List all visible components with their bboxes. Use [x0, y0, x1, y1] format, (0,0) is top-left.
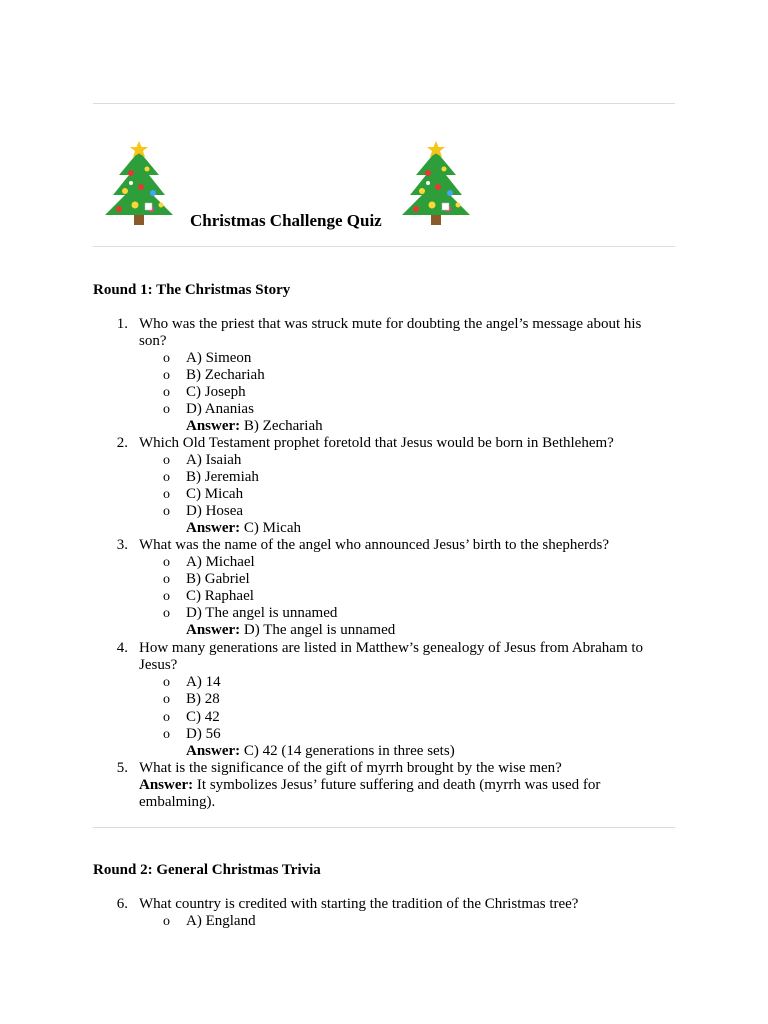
option-bullet: o — [163, 487, 170, 502]
question-text: What is the significance of the gift of myrrh brought by the wise men? — [139, 760, 562, 776]
answer-text: D) The angel is unnamed — [240, 622, 396, 638]
round-heading: Round 2: General Christmas Trivia — [93, 862, 321, 878]
option-text: C) Joseph — [186, 384, 246, 400]
answer-label: Answer: — [186, 622, 241, 638]
option-text: A) Isaiah — [186, 452, 242, 468]
answer-line — [186, 743, 455, 760]
answer-text: It symbolizes Jesus’ future suffering and death (myrrh was used for — [193, 777, 601, 793]
option-bullet: o — [163, 727, 170, 742]
option-bullet: o — [163, 351, 170, 366]
question-text: Jesus? — [139, 657, 178, 673]
question-number: 5. — [116, 760, 128, 776]
option-text: A) Simeon — [186, 350, 252, 366]
option-bullet: o — [163, 368, 170, 383]
option-text: B) 28 — [186, 691, 220, 707]
title-divider — [93, 246, 675, 247]
option-text: D) The angel is unnamed — [186, 605, 338, 621]
option-bullet: o — [163, 402, 170, 417]
answer-line — [139, 777, 600, 794]
round-divider — [93, 827, 675, 828]
question-number: 2. — [116, 435, 128, 451]
option-bullet: o — [163, 504, 170, 519]
question-text: Which Old Testament prophet foretold that Jesus would be born in Bethlehem? — [139, 435, 614, 451]
question-text: What was the name of the angel who announced Jesus’ birth to the shepherds? — [139, 537, 609, 553]
option-text: D) Hosea — [186, 503, 244, 519]
answer-text: embalming). — [139, 794, 216, 810]
option-bullet: o — [163, 692, 170, 707]
answer-label: Answer: — [139, 777, 194, 793]
answer-line — [186, 520, 301, 537]
answer-text: B) Zechariah — [240, 418, 323, 434]
answer-line — [186, 622, 395, 639]
round-heading: Round 1: The Christmas Story — [93, 282, 291, 298]
option-bullet: o — [163, 914, 170, 929]
option-text: A) 14 — [186, 674, 221, 690]
question-text: son? — [139, 333, 167, 349]
option-bullet: o — [163, 589, 170, 604]
option-text: A) Michael — [186, 554, 255, 570]
answer-label: Answer: — [186, 418, 241, 434]
option-bullet: o — [163, 470, 170, 485]
option-text: C) 42 — [186, 709, 220, 725]
answer-label: Answer: — [186, 520, 241, 536]
option-text: D) 56 — [186, 726, 221, 742]
page-title: Christmas Challenge Quiz — [190, 211, 382, 230]
option-text: C) Micah — [186, 486, 244, 502]
question-text: What country is credited with starting the tradition of the Christmas tree? — [139, 896, 579, 912]
option-bullet: o — [163, 572, 170, 587]
christmas-tree-icon — [398, 139, 474, 229]
option-text: A) England — [186, 913, 256, 929]
option-text: C) Raphael — [186, 588, 254, 604]
answer-text: C) 42 (14 generations in three sets) — [240, 743, 455, 759]
option-bullet: o — [163, 710, 170, 725]
option-bullet: o — [163, 675, 170, 690]
answer-text: C) Micah — [240, 520, 301, 536]
option-bullet: o — [163, 555, 170, 570]
option-bullet: o — [163, 453, 170, 468]
option-text: B) Jeremiah — [186, 469, 259, 485]
question-number: 1. — [116, 316, 128, 332]
question-text: How many generations are listed in Matthew’s genealogy of Jesus from Abraham to — [139, 640, 644, 656]
question-number: 4. — [116, 640, 128, 656]
top-divider — [93, 103, 675, 104]
option-text: B) Zechariah — [186, 367, 265, 383]
option-text: B) Gabriel — [186, 571, 250, 587]
option-bullet: o — [163, 385, 170, 400]
question-number: 3. — [116, 537, 128, 553]
option-text: D) Ananias — [186, 401, 254, 417]
answer-label: Answer: — [186, 743, 241, 759]
answer-line — [186, 418, 323, 435]
question-text: Who was the priest that was struck mute for doubting the angel’s message about his — [139, 316, 642, 332]
option-bullet: o — [163, 606, 170, 621]
christmas-tree-icon — [101, 139, 177, 229]
question-number: 6. — [116, 896, 128, 912]
